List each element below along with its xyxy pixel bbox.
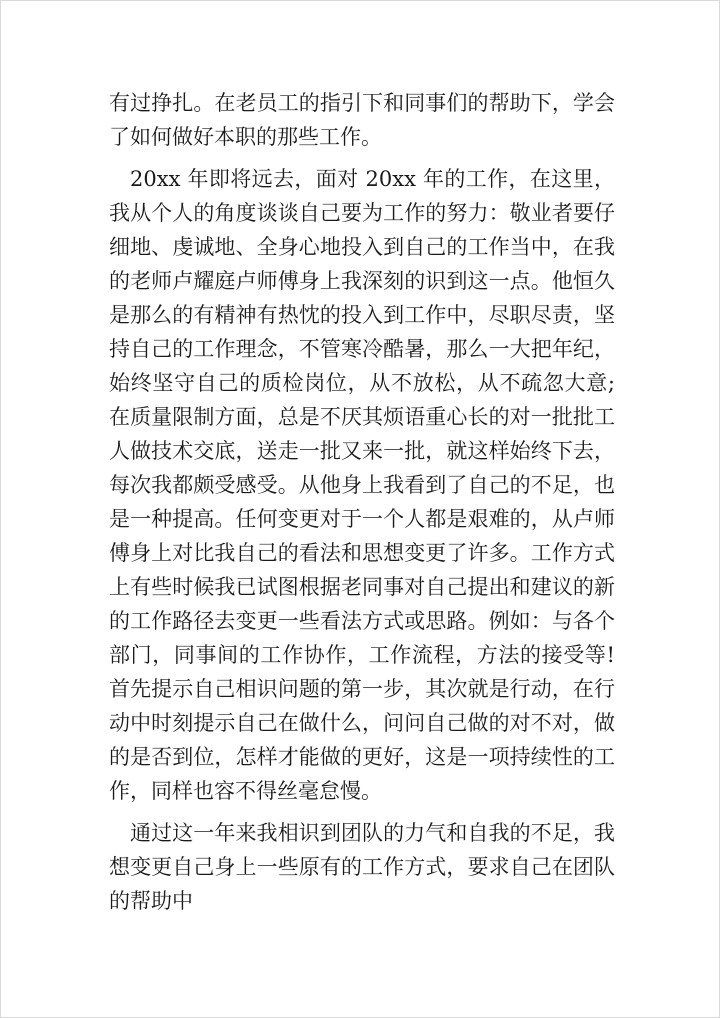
paragraph-1: 有过挣扎。在老员工的指引下和同事们的帮助下，学会了如何做好本职的那些工作。 bbox=[109, 91, 615, 149]
paragraph-2: 20xx 年即将远去，面对 20xx 年的工作，在这里，我从个人的角度谈谈自己要为工作的努力：敬业者要仔细地、虔诚地、全身心地投入到自己的工作当中，在我的老师卢耀庭卢师傅身上我深刻的识到这一点。他恒久是那么的有精神有热忱的投入到工作中，尽职尽责，坚持自己的工作理念，不管寒冷酷暑，那么一大把年纪，始终坚守自己的质检岗位，从不放松，从不疏忽大意;在质量限制方面，总是不厌其烦语重心长的对一批批工人做技术交底，送走一批又来一批，就这样始终下去，每次我都颇受感受。从他身上我看到了自己的不足，也是一种提高。任何变更对于一个人都是艰难的，从卢师傅身上对比我自己的看法和思想变更了许多。工作方式上有些时候我已试图根据老同事对自己提出和建议的新的工作路径去变更一些看法方式或思路。例如：与各个部门，同事间的工作协作，工作流程，方法的接受等!首先提示自己相识问题的第一步，其次就是行动，在行动中时刻提示自己在做什么，问问自己做的对不对，做的是否到位，怎样才能做的更好，这是一项持续性的工作，同样也容不得丝毫怠慢。 bbox=[109, 167, 615, 803]
paragraph-3: 通过这一年来我相识到团队的力气和自我的不足，我想变更自己身上一些原有的工作方式，要求自己在团队的帮助中 bbox=[109, 821, 615, 913]
document-body bbox=[109, 86, 615, 926]
